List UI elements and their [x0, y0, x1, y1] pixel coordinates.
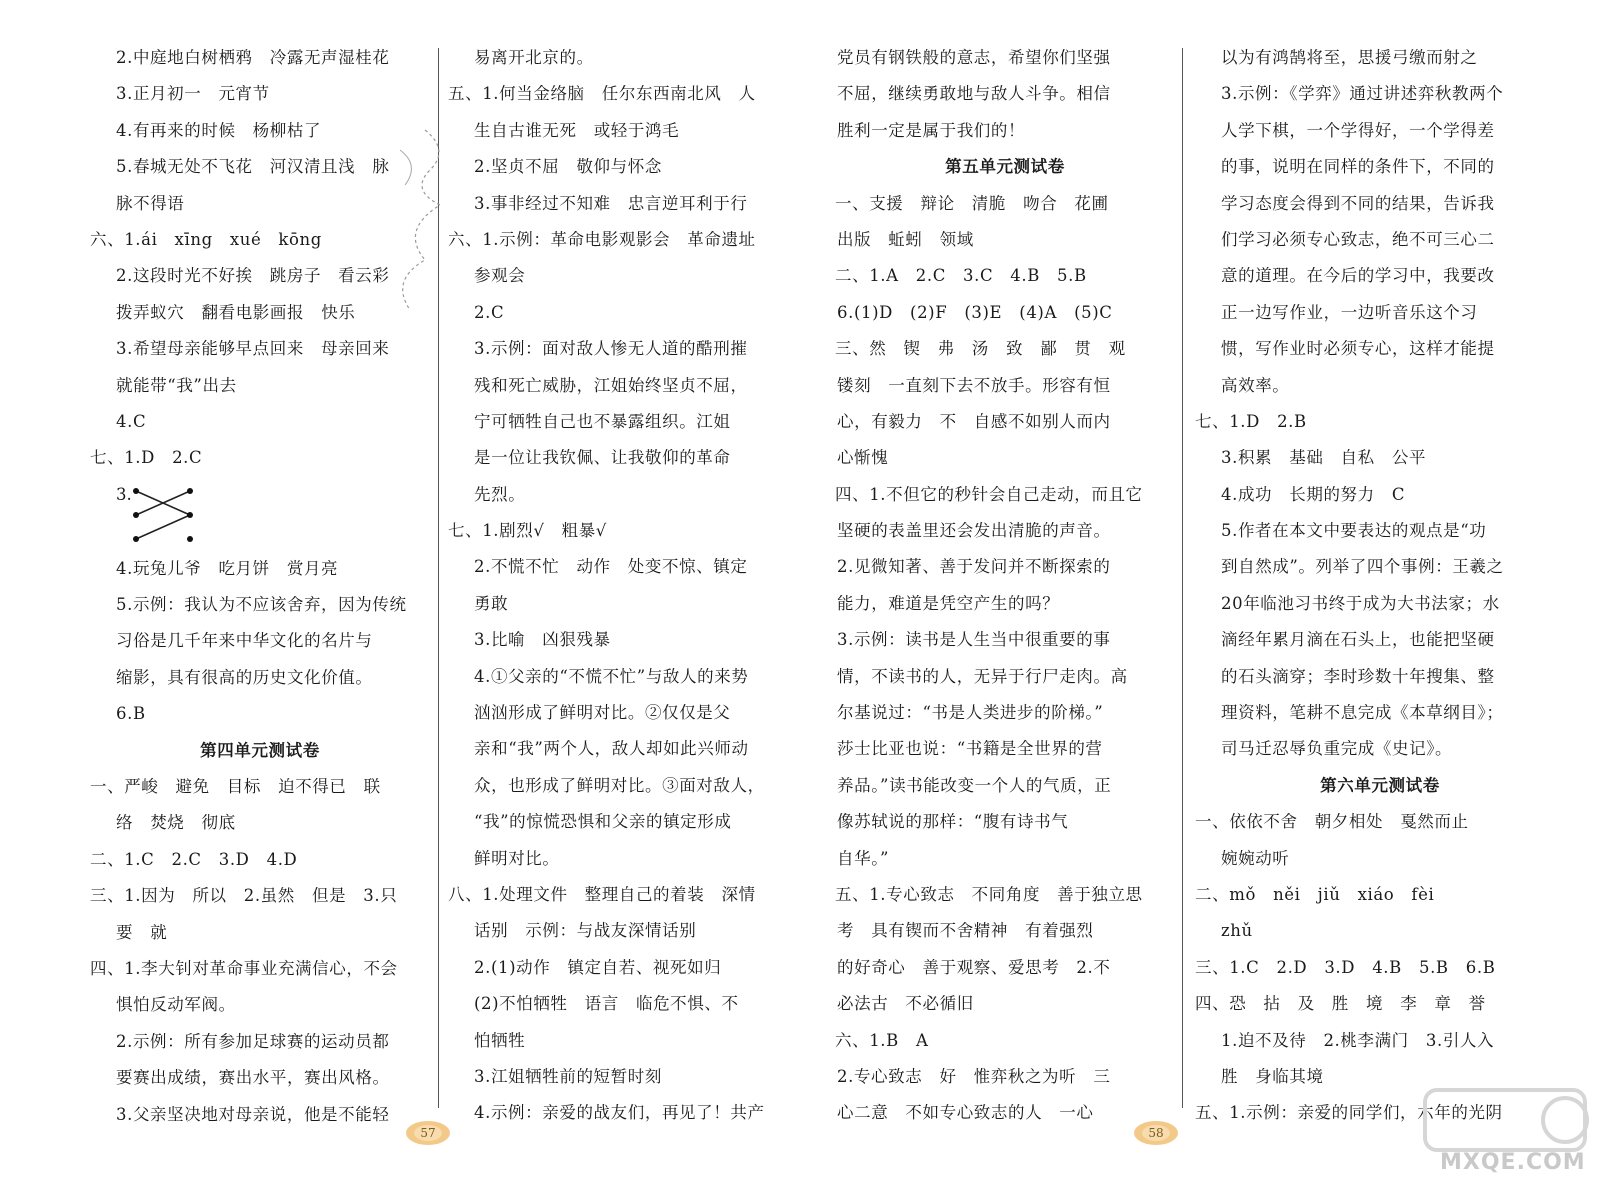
page-number-right: 58 — [1132, 1118, 1180, 1148]
answer-line: 要赛出成绩，赛出水平，赛出风格。 — [116, 1068, 390, 1088]
matching-lines — [130, 485, 200, 545]
answer-line: 2.坚贞不屈 敬仰与怀念 — [474, 157, 662, 177]
answer-line: 2.不慌不忙 动作 处变不惊、镇定 — [474, 557, 748, 577]
section-heading: 第六单元测试卷 — [1320, 775, 1440, 795]
answer-line: 就能带“我”出去 — [116, 375, 237, 395]
answer-line: 宁可牺牲自己也不暴露组织。江姐 — [474, 411, 731, 431]
answer-line: 必法古 不必循旧 — [837, 994, 974, 1014]
answer-line: 的事，说明在同样的条件下，不同的 — [1221, 157, 1495, 177]
matching-dot — [133, 488, 139, 494]
matching-dot — [187, 488, 193, 494]
column-divider-right — [1182, 48, 1183, 1108]
column-3 — [835, 40, 1175, 1132]
answer-line: 三、然 锲 弗 汤 致 鄙 贯 观 — [835, 339, 1126, 359]
answer-line: 胜利一定是属于我们的！ — [837, 120, 1026, 140]
answer-line: 3.父亲坚决地对母亲说，他是不能轻 — [116, 1104, 390, 1124]
answer-line: 养品。”读书能改变一个人的气质，正 — [837, 775, 1112, 795]
answer-line: 4.①父亲的“不慌不忙”与敌人的来势 — [474, 666, 749, 686]
answer-line: 四、恐 拈 及 胜 境 李 章 誉 — [1195, 994, 1486, 1014]
answer-line: 2.专心致志 好 惟弈秋之为听 三 — [837, 1066, 1111, 1086]
answer-line: 惧怕反动军阀。 — [116, 995, 236, 1015]
answer-line: 莎士比亚也说：“书籍是全世界的营 — [837, 739, 1103, 759]
answer-line: 人学下棋，一个学得好，一个学得差 — [1221, 120, 1495, 140]
answer-line: 要 就 — [116, 922, 168, 942]
answer-line: 情，不读书的人，无异于行尸走肉。高 — [837, 666, 1128, 686]
answer-line: 的好奇心 善于观察、爱思考 2.不 — [837, 957, 1111, 977]
answer-line: 五、1.专心致志 不同角度 善于独立思 — [835, 884, 1143, 904]
answer-line: 意的道理。在今后的学习中，我要改 — [1221, 266, 1495, 286]
answer-line: 六、1.B A — [835, 1030, 929, 1050]
answer-line: 4.C — [116, 411, 147, 431]
answer-line: 3.示例：《学弈》通过讲述弈秋教两个 — [1221, 84, 1504, 104]
answer-line: 残和死亡威胁，江姐始终坚贞不屈， — [474, 375, 748, 395]
answer-line: 脉不得语 — [116, 193, 185, 213]
answer-line: 怕牺牲 — [474, 1030, 526, 1050]
answer-line: 考 具有锲而不舍精神 有着强烈 — [837, 921, 1094, 941]
answer-line: 们学习必须专心致志，绝不可三心二 — [1221, 229, 1495, 249]
answer-line: 心，有毅力 不 自感不如别人而内 — [837, 411, 1111, 431]
answer-line: 一、依依不舍 朝夕相处 戛然而止 — [1195, 812, 1469, 832]
matching-label: 3. — [116, 484, 132, 504]
answer-line: 6.B — [116, 704, 146, 724]
column-4 — [1195, 40, 1565, 1132]
answer-line: 坚硬的表盖里还会发出清脆的声音。 — [837, 521, 1111, 541]
answer-line: 络 焚烧 彻底 — [116, 813, 236, 833]
answer-line: 八、1.处理文件 整理自己的着装 深情 — [448, 884, 756, 904]
answer-line: 2.见微知著、善于发问并不断探索的 — [837, 557, 1111, 577]
answer-line: 鲜明对比。 — [474, 848, 560, 868]
answer-line: 四、1.李大钊对革命事业充满信心，不会 — [90, 958, 398, 978]
answer-line: 习俗是几千年来中华文化的名片与 — [116, 631, 373, 651]
section-heading: 第五单元测试卷 — [945, 157, 1065, 177]
answer-line: 出版 蚯蚓 领域 — [837, 229, 974, 249]
answer-line: 3.正月初一 元宵节 — [116, 84, 270, 104]
answer-line: zhǔ — [1221, 921, 1253, 941]
answer-line: 5.作者在本文中要表达的观点是“功 — [1221, 521, 1487, 541]
answer-line: 的石头滴穿；李时珍数十年搜集、整 — [1221, 666, 1495, 686]
matching-dot — [187, 512, 193, 518]
answer-line: 二、1.C 2.C 3.D 4.D — [90, 849, 298, 869]
answer-line: 一、严峻 避免 目标 迫不得已 联 — [90, 777, 381, 797]
answer-line: 司马迁忍辱负重完成《史记》。 — [1221, 739, 1453, 759]
answer-line: 镂刻 一直刻下去不放手。形容有恒 — [837, 375, 1111, 395]
answer-line: 3.示例：读书是人生当中很重要的事 — [837, 630, 1111, 650]
page-number-left: 57 — [404, 1118, 452, 1148]
answer-line: 3.积累 基础 自私 公平 — [1221, 448, 1427, 468]
answer-line: 婉婉动听 — [1221, 848, 1290, 868]
answer-line: 2.C — [474, 302, 505, 322]
answer-line: 滴经年累月滴在石头上，也能把坚硬 — [1221, 630, 1495, 650]
answer-line: 易离开北京的。 — [474, 48, 594, 67]
answer-line: 2.这段时光不好挨 跳房子 看云彩 — [116, 266, 390, 286]
answer-line: 不屈，继续勇敢地与敌人斗争。相信 — [837, 84, 1111, 104]
matching-dot — [133, 512, 139, 518]
answer-line: 三、1.因为 所以 2.虽然 但是 3.只 — [90, 886, 398, 906]
answer-line: 到自然成”。列举了四个事例：王羲之 — [1221, 557, 1504, 577]
answer-line: 20年临池习书终于成为大书法家；水 — [1221, 593, 1500, 613]
answer-line: 4.示例：亲爱的战友们，再见了！共产 — [474, 1103, 765, 1123]
answer-line: 以为有鸿鹄将至，思援弓缴而射之 — [1221, 48, 1478, 67]
answer-line: 2.中庭地白树栖鸦 冷露无声湿桂花 — [116, 48, 390, 67]
answer-line: 3.江姐牺牲前的短暂时刻 — [474, 1066, 662, 1086]
answer-line: 像苏轼说的那样：“腹有诗书气 — [837, 812, 1069, 832]
answer-line: 3.希望母亲能够早点回来 母亲回来 — [116, 339, 390, 359]
answer-line: 三、1.C 2.D 3.D 4.B 5.B 6.B — [1195, 957, 1496, 977]
answer-line: 七、1.D 2.C — [90, 448, 203, 468]
answer-line: 4.有再来的时候 杨柳枯了 — [116, 120, 322, 140]
answer-line: (2)不怕牺牲 语言 临危不惧、不 — [474, 994, 739, 1014]
answer-line: 勇敢 — [474, 593, 509, 613]
answer-line: 五、1.何当金络脑 任尔东西南北风 人 — [448, 84, 756, 104]
answer-line: 七、1.剧烈√ 粗暴√ — [448, 521, 607, 541]
answer-line: 自华。” — [837, 848, 890, 868]
answer-line: 5.示例：我认为不应该舍弃，因为传统 — [116, 595, 407, 615]
answer-line: 拨弄蚁穴 翻看电影画报 快乐 — [116, 302, 356, 322]
answer-line: 4.玩兔儿爷 吃月饼 赏月亮 — [116, 558, 339, 578]
answer-line: 五、1.示例：亲爱的同学们，六年的光阴 — [1195, 1103, 1503, 1123]
answer-line: 4.成功 长期的努力 C — [1221, 484, 1406, 504]
answer-line: 5.春城无处不飞花 河汉清且浅 脉 — [116, 157, 390, 177]
answer-line: 6.(1)D (2)F (3)E (4)A (5)C — [837, 302, 1113, 322]
answer-line: 参观会 — [474, 266, 526, 286]
answer-line: 六、1.示例：革命电影观影会 革命遗址 — [448, 229, 756, 249]
answer-line: 二、1.A 2.C 3.C 4.B 5.B — [835, 266, 1087, 286]
answer-line: 高效率。 — [1221, 375, 1290, 395]
answer-line: 3.示例：面对敌人惨无人道的酷刑摧 — [474, 339, 748, 359]
section-heading: 第四单元测试卷 — [200, 740, 320, 760]
answer-line: 尔基说过：“书是人类进步的阶梯。” — [837, 703, 1104, 723]
answer-line: 3.比喻 凶狠残暴 — [474, 630, 611, 650]
answer-line: 1.迫不及待 2.桃李满门 3.引人入 — [1221, 1030, 1495, 1050]
answer-line: 生自古谁无死 或轻于鸿毛 — [474, 120, 680, 140]
answer-line: 二、mǒ něi jiǔ xiáo fèi — [1195, 884, 1435, 904]
answer-line: 党员有钢铁般的意志，希望你们坚强 — [837, 48, 1111, 67]
answer-line: 六、1.ái xīng xué kōng — [90, 229, 322, 249]
column-2 — [448, 40, 798, 1132]
matching-dot — [187, 536, 193, 542]
answer-line: 3.事非经过不知难 忠言逆耳利于行 — [474, 193, 748, 213]
answer-line: 七、1.D 2.B — [1195, 411, 1307, 431]
answer-line: 2.示例：所有参加足球赛的运动员都 — [116, 1031, 390, 1051]
answer-line: 众，也形成了鲜明对比。③面对敌人， — [474, 775, 765, 795]
answer-line: 惯，写作业时必须专心，这样才能提 — [1221, 339, 1495, 359]
answer-line: “我”的惊慌恐惧和父亲的镇定形成 — [474, 812, 732, 832]
answer-line: 亲和“我”两个人，敌人却如此兴师动 — [474, 739, 749, 759]
answer-line: 心惭愧 — [837, 448, 889, 468]
answer-line: 四、1.不但它的秒针会自己走动，而且它 — [835, 484, 1143, 504]
watermark-text: MXQE.COM — [1440, 1150, 1586, 1175]
answer-line: 理资料，笔耕不息完成《本草纲目》； — [1221, 703, 1504, 723]
answer-line: 缩影，具有很高的历史文化价值。 — [116, 667, 373, 687]
answer-line: 一、支援 辩论 清脆 吻合 花圃 — [835, 193, 1109, 213]
answer-line: 正一边写作业，一边听音乐这个习 — [1221, 302, 1478, 322]
answer-line: 汹汹形成了鲜明对比。②仅仅是父 — [474, 703, 731, 723]
answer-line: 胜 身临其境 — [1221, 1066, 1324, 1086]
column-1 — [90, 40, 430, 1133]
answer-line: 先烈。 — [474, 484, 526, 504]
answer-line: 学习态度会得到不同的结果，告诉我 — [1221, 193, 1495, 213]
answer-line: 2.(1)动作 镇定自若、视死如归 — [474, 957, 722, 977]
matching-diagram — [90, 477, 430, 551]
matching-dot — [133, 536, 139, 542]
answer-line: 是一位让我钦佩、让我敬仰的革命 — [474, 448, 731, 468]
answer-line: 能力，难道是凭空产生的吗？ — [837, 593, 1060, 613]
matching-connector — [136, 515, 190, 539]
answer-line: 话别 示例：与战友深情话别 — [474, 921, 697, 941]
answer-line: 心二意 不如专心致志的人 一心 — [837, 1103, 1094, 1123]
